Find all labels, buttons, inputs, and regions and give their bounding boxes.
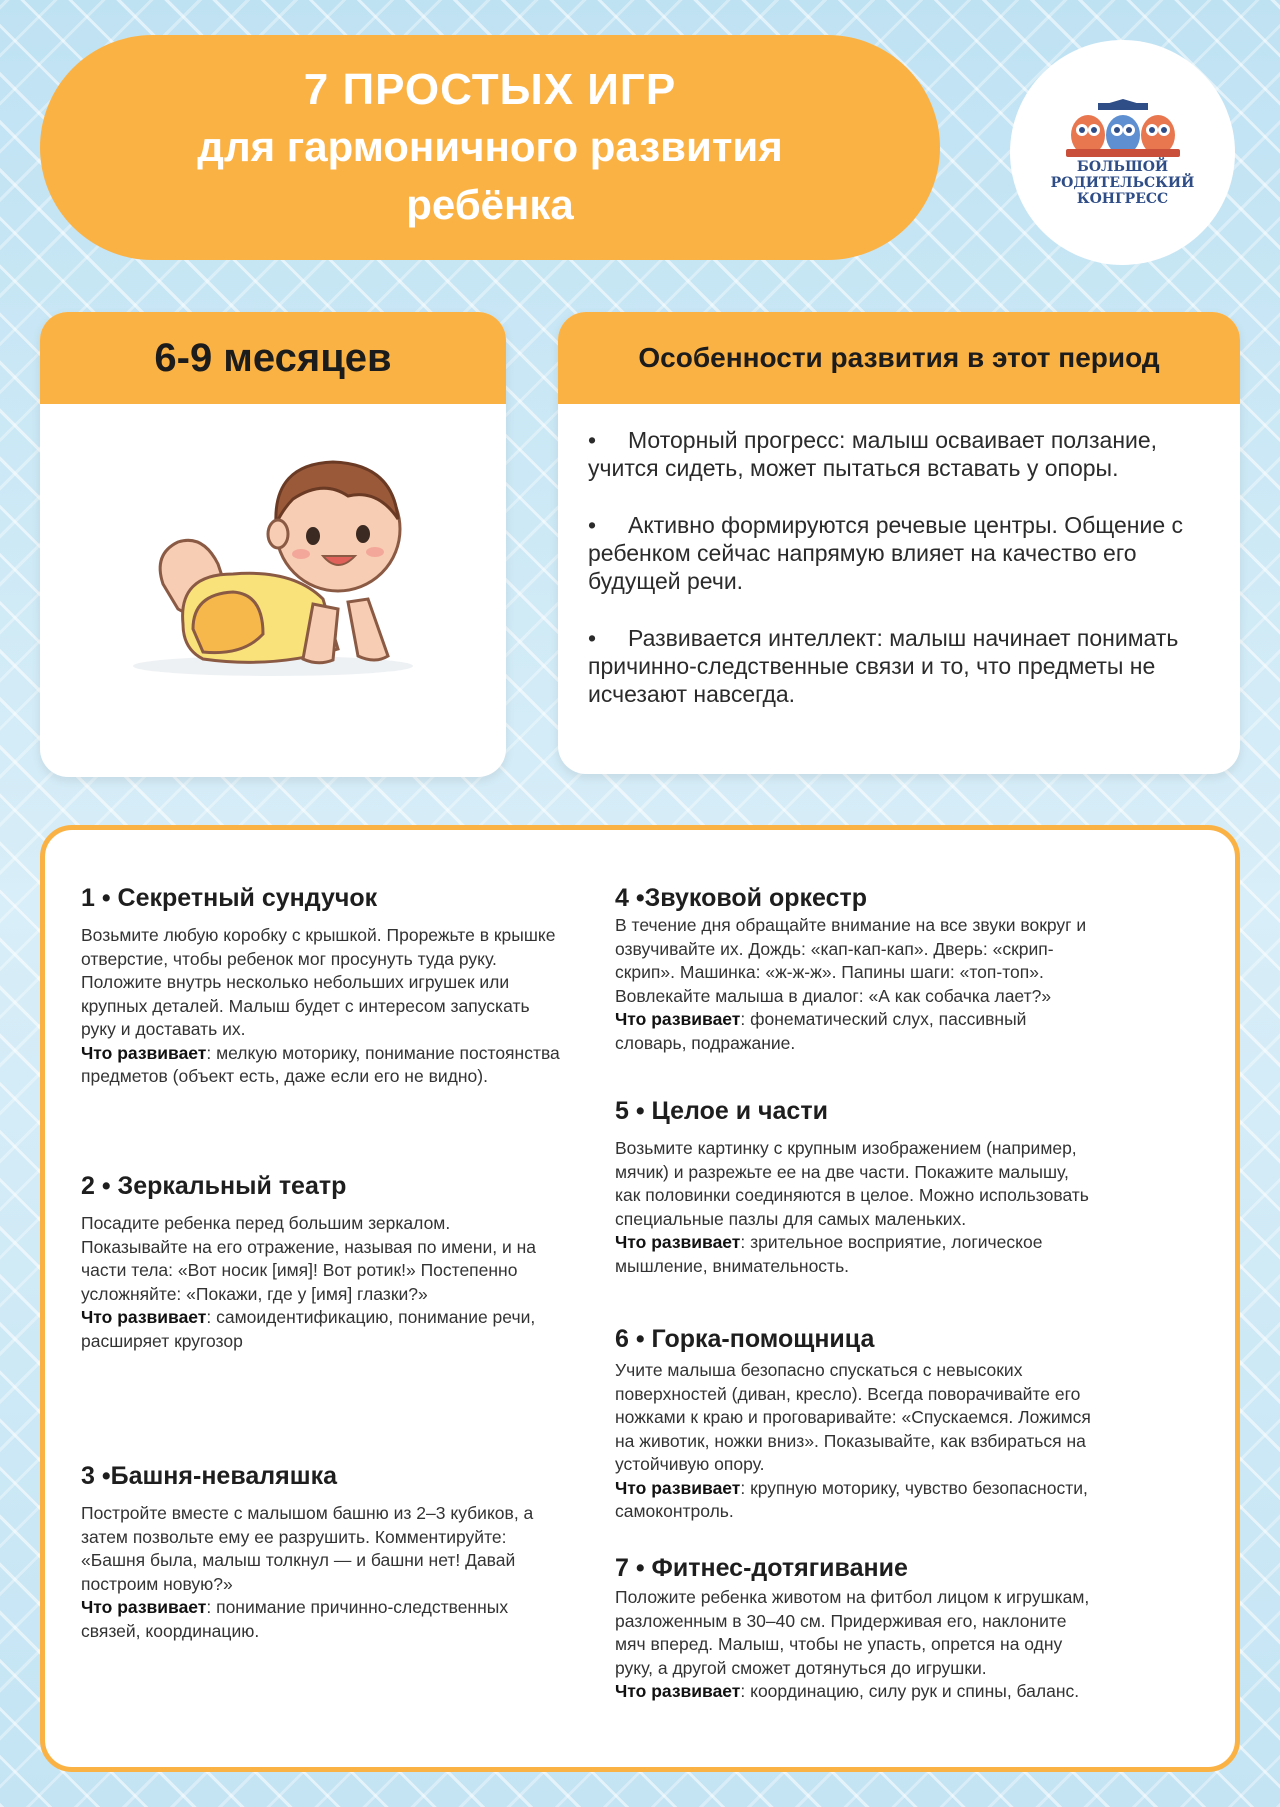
game-title: 7 • Фитнес-дотягивание xyxy=(615,1554,908,1582)
development-card xyxy=(558,312,1240,774)
game-description: В течение дня обращайте внимание на все звуки вокруг и озвучивайте их. Дождь: «кап-кап-кап». Дверь: «скрип-скрип». Машинка: «ж-ж-ж». Папины шаги: «топ-топ». Вовлекайте малыша в диалог: «А как собачка лает?» Что развивает: фонематический слух, пассивный словарь, подражание. xyxy=(615,915,1087,1053)
game-title: 6 • Горка-помощница xyxy=(615,1325,875,1353)
congress-logo xyxy=(1010,40,1235,265)
game-description: Посадите ребенка перед большим зеркалом. Показывайте на его отражение, называя по имени, и на части тела: «Вот носик [имя]! Вот ротик!» Постепенно усложняйте: «Покажи, где у [имя] глазки?» Что развивает: самоидентификацию, понимание речи, расширяет кругозор xyxy=(81,1213,537,1351)
list-item: • Развивается интеллект: малыш начинает понимать причинно-следственные связи и то, что предметы не исчезают навсегда. xyxy=(588,625,1179,707)
logo-line-3: КОНГРЕСС xyxy=(1076,190,1169,207)
game-description: Учите малыша безопасно спускаться с невысоких поверхностей (диван, кресло). Всегда поворачивайте его ножками к краю и проговаривайте: «Спускаемся. Ложимся на животик, ножки вниз». Показывайте, как взбираться на устойчивую опору. Что развивает: крупную моторику, чувство безопасности, самоконтроль. xyxy=(615,1360,1091,1521)
game-2 xyxy=(81,1170,561,1353)
game-title: 2 • Зеркальный театр xyxy=(81,1172,347,1200)
age-card xyxy=(40,312,506,777)
list-item: • Активно формируются речевые центры. Общение с ребенком сейчас напрямую влияет на качество его будущей речи. xyxy=(588,512,1184,594)
bullet: • xyxy=(588,512,597,538)
crawling-baby-icon xyxy=(123,434,423,694)
title-line-2: для гармоничного развития xyxy=(197,122,783,170)
title-line-1: 7 ПРОСТЫХ ИГР xyxy=(303,64,677,114)
title-line-3: ребёнка xyxy=(406,180,574,228)
age-heading: 6-9 месяцев xyxy=(40,312,506,404)
development-list xyxy=(558,404,1240,708)
game-7 xyxy=(615,1552,1095,1704)
games-panel xyxy=(40,825,1240,1772)
title-banner xyxy=(40,35,940,260)
game-4 xyxy=(615,882,1095,1055)
game-6 xyxy=(615,1323,1095,1524)
list-item: • Моторный прогресс: малыш осваивает ползание, учится сидеть, может пытаться вставать у опоры. xyxy=(588,427,1158,481)
bullet: • xyxy=(588,625,597,651)
game-3 xyxy=(81,1460,561,1643)
game-description: Постройте вместе с малышом башню из 2–3 кубиков, а затем позвольте ему ее разрушить. Комментируйте: «Башня была, малыш толкнул — и башни нет! Давай построим новую?» Что развивает: понимание причинно-следственных связей, координацию. xyxy=(81,1503,534,1641)
game-description: Возьмите любую коробку с крышкой. Прорежьте в крышке отверстие, чтобы ребенок мог просунуть туда руку. Положите внутрь несколько небольших игрушек или крупных деталей. Малыш будет с интересом запускать руку и доставать их. Что развивает: мелкую моторику, понимание постоянства предметов (объект есть, даже если его не видно). xyxy=(81,925,560,1086)
logo-line-1: БОЛЬШОЙ xyxy=(1076,158,1169,175)
game-description: Возьмите картинку с крупным изображением (например, мячик) и разрежьте ее на две части. Покажите малышу, как половинки соединяются в целое. Можно использовать специальные пазлы для самых маленьких. Что развивает: зрительное восприятие, логическое мышление, внимательность. xyxy=(615,1138,1089,1276)
bullet: • xyxy=(588,427,597,453)
game-5 xyxy=(615,1095,1095,1278)
game-title: 5 • Целое и части xyxy=(615,1097,828,1125)
owls-icon xyxy=(1058,99,1188,159)
game-title: 1 • Секретный сундучок xyxy=(81,884,378,912)
game-title: 4 •Звуковой оркестр xyxy=(615,884,868,912)
game-1 xyxy=(81,882,561,1089)
game-title: 3 •Башня-неваляшка xyxy=(81,1462,337,1490)
game-description: Положите ребенка животом на фитбол лицом к игрушкам, разложенным в 30–40 см. Придерживая его, наклоните мяч вперед. Малыш, чтобы не упасть, опрется на одну руку, а другой сможет дотянуться до игрушки. Что развивает: координацию, силу рук и спины, баланс. xyxy=(615,1587,1090,1701)
logo-line-2: РОДИТЕЛЬСКИЙ xyxy=(1050,174,1195,191)
development-heading: Особенности развития в этот период xyxy=(558,312,1240,404)
